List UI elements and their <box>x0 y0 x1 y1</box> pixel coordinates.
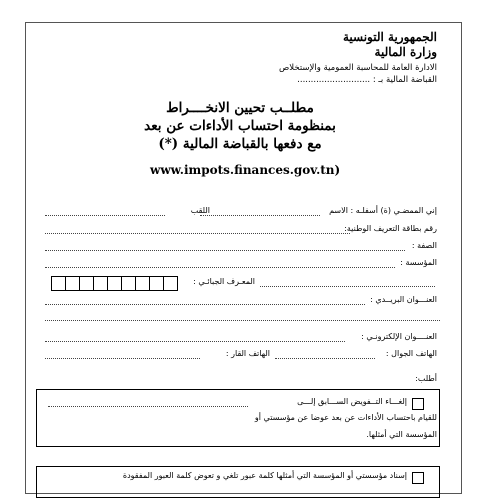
email-field[interactable] <box>45 341 345 342</box>
directorate-name: الادارة العامة للمحاسبة العمومية والإستخلاص <box>279 63 437 73</box>
form-title-line3: مع دفعها بالقباضة المالية (*) <box>158 136 322 152</box>
option1-checkbox[interactable] <box>412 398 424 410</box>
landline-field[interactable] <box>45 358 200 359</box>
mobile-label: الهاتف الجوال : <box>385 349 437 358</box>
cin-field[interactable] <box>45 233 350 234</box>
option2-checkbox[interactable] <box>412 472 424 484</box>
request-label: أطلب: <box>415 374 437 383</box>
form-title-line1: مطلــب تحيين الانخــــراط <box>166 100 314 116</box>
email-label: العنــــوان الإلكترونـي : <box>361 332 437 341</box>
office-name: القباضة المالية بـ : ........................... <box>297 75 437 85</box>
option1-detail2: المؤسسة التي أمثلها. <box>366 430 437 439</box>
option1-name-field[interactable] <box>48 406 248 407</box>
postal-field[interactable] <box>45 304 365 305</box>
tax-id-boxes[interactable] <box>52 276 178 291</box>
ministry-name: وزارة المالية <box>374 45 437 59</box>
signer-label: إني الممضـي (ة) أسفلـه : الاسم <box>329 206 437 215</box>
form-title-line2: بمنظومة احتساب الأداءات عن بعد <box>144 118 336 134</box>
capacity-field[interactable] <box>45 250 405 251</box>
postal-field-line2[interactable] <box>45 320 440 321</box>
tax-id-extra-field[interactable] <box>260 286 435 287</box>
cin-label: رقم بطاقة التعريف الوطنية: <box>344 224 437 233</box>
landline-label: الهاتف القار : <box>225 349 270 358</box>
capacity-label: الصفة : <box>411 241 437 250</box>
surname-field[interactable] <box>45 215 165 216</box>
institution-field[interactable] <box>45 267 395 268</box>
tax-id-label: المعـرف الجبائـي : <box>193 277 255 286</box>
postal-label: العنـــوان البريــدي : <box>370 295 437 304</box>
option2-title: إسناد مؤسستي أو المؤسسة التي أمثلها كلمة عبور تلغي و تعوض كلمة العبور المفقودة <box>122 471 407 480</box>
institution-label: المؤسسة : <box>400 258 437 267</box>
name-field[interactable] <box>200 215 320 216</box>
option1-detail: للقيام باحتساب الأداءات عن بعد عوضا عن مؤسستي أو <box>254 413 437 422</box>
mobile-field[interactable] <box>275 358 375 359</box>
option1-title: إلغـــاء التــفويض الســـابق إلـــى <box>297 397 407 406</box>
republic-name: الجمهورية التونسية <box>342 30 437 44</box>
surname-label: اللقب <box>190 206 210 215</box>
website-url: www.impots.finances.gov.tn) <box>150 163 341 177</box>
